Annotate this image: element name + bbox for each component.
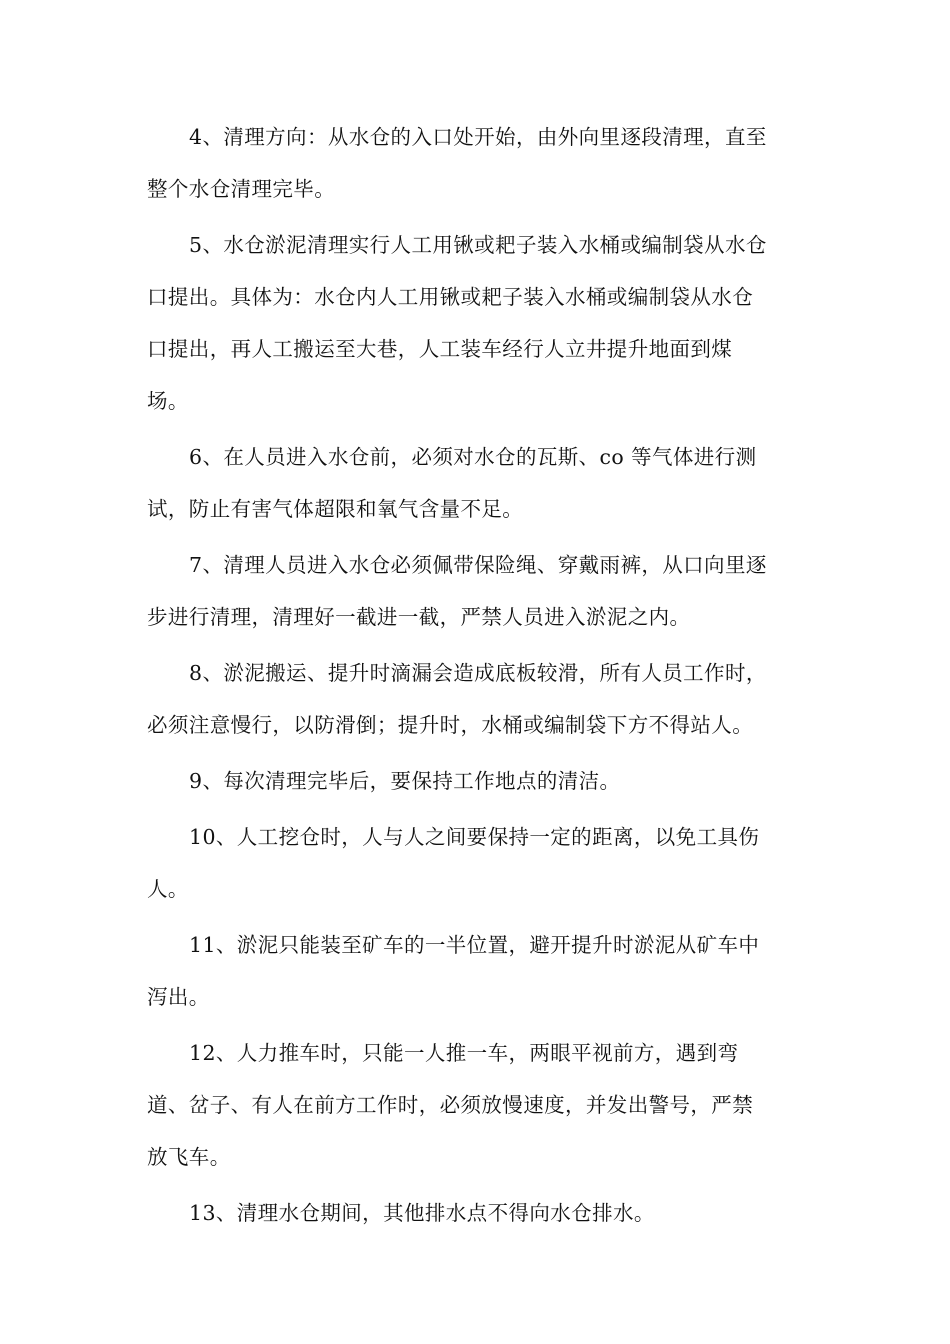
paragraph-line: 6、在人员进入水仓前，必须对水仓的瓦斯、co 等气体进行测: [189, 445, 757, 469]
paragraph-line: 13、清理水仓期间，其他排水点不得向水仓排水。: [189, 1201, 655, 1225]
paragraph-line: 4、清理方向：从水仓的入口处开始，由外向里逐段清理，直至: [189, 125, 767, 149]
paragraph-item-7: [147, 539, 807, 643]
paragraph-line: 泻出。: [147, 985, 210, 1009]
paragraph-item-5: [147, 219, 807, 427]
paragraph-item-9: [147, 755, 807, 807]
paragraph-item-12: [147, 1027, 807, 1183]
paragraph-item-6: [147, 431, 807, 535]
paragraph-line: 12、人力推车时，只能一人推一车，两眼平视前方，遇到弯: [189, 1041, 739, 1065]
paragraph-item-10: [147, 811, 807, 915]
paragraph-line: 7、清理人员进入水仓必须佩带保险绳、穿戴雨裤，从口向里逐: [189, 553, 767, 577]
paragraph-line: 试，防止有害气体超限和氧气含量不足。: [147, 497, 524, 521]
paragraph-item-11: [147, 919, 807, 1023]
paragraph-item-4: [147, 111, 807, 215]
paragraph-line: 11、淤泥只能装至矿车的一半位置，避开提升时淤泥从矿车中: [189, 933, 760, 957]
document-body: [147, 111, 807, 1243]
paragraph-line: 整个水仓清理完毕。: [147, 177, 336, 201]
paragraph-line: 9、每次清理完毕后，要保持工作地点的清洁。: [189, 769, 621, 793]
paragraph-item-8: [147, 647, 807, 751]
paragraph-line: 场。: [147, 389, 189, 413]
paragraph-line: 10、人工挖仓时，人与人之间要保持一定的距离，以免工具伤: [189, 825, 760, 849]
paragraph-line: 口提出。具体为：水仓内人工用锹或耙子装入水桶或编制袋从水仓: [147, 285, 754, 309]
paragraph-line: 步进行清理，清理好一截进一截，严禁人员进入淤泥之内。: [147, 605, 691, 629]
paragraph-item-13: [147, 1187, 807, 1239]
paragraph-line: 道、岔子、有人在前方工作时，必须放慢速度，并发出警号，严禁: [147, 1093, 754, 1117]
paragraph-line: 5、水仓淤泥清理实行人工用锹或耙子装入水桶或编制袋从水仓: [189, 233, 767, 257]
paragraph-line: 口提出，再人工搬运至大巷，人工装车经行人立井提升地面到煤: [147, 337, 733, 361]
paragraph-line: 必须注意慢行，以防滑倒；提升时，水桶或编制袋下方不得站人。: [147, 713, 754, 737]
paragraph-line: 人。: [147, 877, 189, 901]
paragraph-line: 8、淤泥搬运、提升时滴漏会造成底板较滑，所有人员工作时，: [189, 661, 767, 685]
paragraph-line: 放飞车。: [147, 1145, 231, 1169]
